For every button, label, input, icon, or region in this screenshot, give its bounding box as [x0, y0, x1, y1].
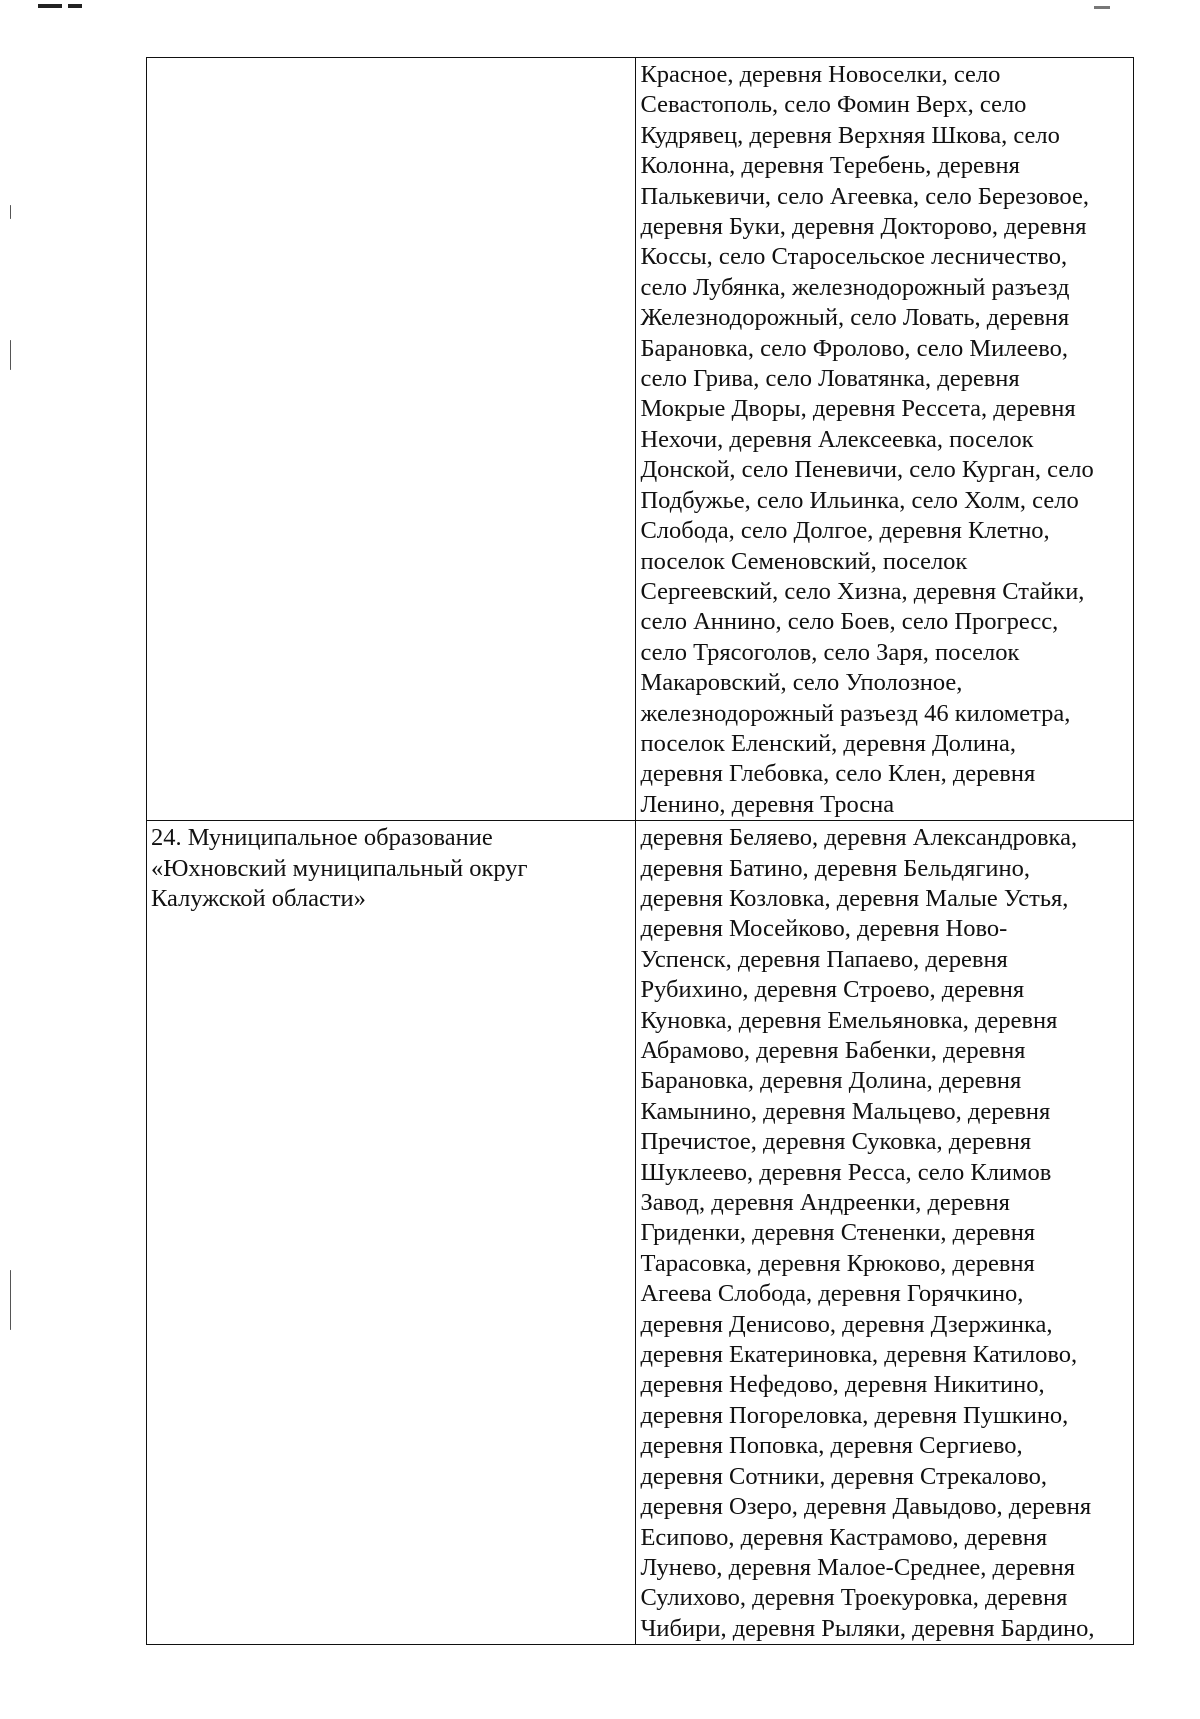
- text-line: село Лубянка, железнодорожный разъезд: [640, 273, 1070, 301]
- text-line: Кудрявец, деревня Верхняя Шкова, село: [640, 121, 1060, 149]
- text-line: Сулихово, деревня Троекуровка, деревня: [640, 1584, 1068, 1612]
- scan-artifact: [38, 4, 62, 8]
- text-line: деревня Глебовка, село Клен, деревня: [640, 760, 1036, 788]
- text-line: Лунево, деревня Малое-Среднее, деревня: [640, 1553, 1075, 1581]
- text-line: село Аннино, село Боев, село Прогресс,: [640, 608, 1059, 636]
- settlements-cell: [636, 821, 1134, 1645]
- settlements-list: [640, 60, 1129, 820]
- scan-artifact: [10, 340, 11, 370]
- scan-artifact: [10, 205, 11, 219]
- text-line: Коссы, село Старосельское лесничество,: [640, 243, 1068, 271]
- text-line: Нехочи, деревня Алексеевка, поселок: [640, 425, 1034, 453]
- text-line: поселок Семеновский, поселок: [640, 547, 968, 575]
- text-line: Камынино, деревня Мальцево, деревня: [640, 1097, 1051, 1125]
- text-line: Агеева Слобода, деревня Горячкино,: [640, 1280, 1024, 1308]
- table-row: [147, 58, 1134, 821]
- text-line: Ленино, деревня Тросна: [640, 790, 895, 818]
- text-line: Рубихино, деревня Строево, деревня: [640, 976, 1025, 1004]
- text-line: Пречистое, деревня Суковка, деревня: [640, 1128, 1032, 1156]
- text-line: деревня Екатериновка, деревня Катилово,: [640, 1341, 1078, 1369]
- text-line: село Трясоголов, село Заря, поселок: [640, 638, 1020, 666]
- text-line: Куновка, деревня Емельяновка, деревня: [640, 1006, 1058, 1034]
- scan-artifact: [10, 1270, 11, 1330]
- text-line: село Грива, село Ловатянка, деревня: [640, 365, 1020, 393]
- text-line: деревня Мосейково, деревня Ново-: [640, 915, 1008, 943]
- text-line: железнодорожный разъезд 46 километра,: [640, 699, 1071, 727]
- text-line: Абрамово, деревня Бабенки, деревня: [640, 1037, 1026, 1064]
- text-line: деревня Погореловка, деревня Пушкино,: [640, 1401, 1069, 1429]
- table-row: [147, 821, 1134, 1645]
- text-line: Успенск, деревня Папаево, деревня: [640, 945, 1008, 973]
- text-line: Палькевичи, село Агеевка, село Березовое,: [640, 182, 1089, 210]
- text-line: деревня Нефедово, деревня Никитино,: [640, 1371, 1045, 1399]
- text-line: Слобода, село Долгое, деревня Клетно,: [640, 517, 1050, 545]
- text-line: Завод, деревня Андреенки, деревня: [640, 1189, 1010, 1217]
- settlements-table: [146, 57, 1134, 1645]
- text-line: деревня Сотники, деревня Стрекалово,: [640, 1462, 1048, 1490]
- text-line: Севастополь, село Фомин Верх, село: [640, 91, 1027, 119]
- text-line: Тарасовка, деревня Крюково, деревня: [640, 1249, 1035, 1277]
- text-line: Сергеевский, село Хизна, деревня Стайки,: [640, 577, 1085, 605]
- text-line: Чибири, деревня Рыляки, деревня Бардино,: [640, 1614, 1095, 1642]
- text-line: Колонна, деревня Теребень, деревня: [640, 152, 1020, 180]
- settlements-list: [640, 823, 1129, 1644]
- settlements-cell: [636, 58, 1134, 821]
- text-line: Донской, село Пеневичи, село Курган, село: [640, 456, 1094, 484]
- text-line: деревня Озеро, деревня Давыдово, деревня: [640, 1493, 1092, 1521]
- text-line: Красное, деревня Новоселки, село: [640, 61, 1001, 88]
- municipality-name: [151, 823, 631, 914]
- text-line: «Юхновский муниципальный округ: [151, 854, 528, 882]
- text-line: Есипово, деревня Кастрамово, деревня: [640, 1523, 1048, 1551]
- text-line: Калужской области»: [151, 884, 366, 912]
- text-line: деревня Батино, деревня Бельдягино,: [640, 854, 1031, 882]
- text-line: деревня Денисово, деревня Дзержинка,: [640, 1310, 1053, 1338]
- text-line: Барановка, деревня Долина, деревня: [640, 1067, 1022, 1095]
- text-line: 24. Муниципальное образование: [151, 824, 493, 852]
- text-line: Барановка, село Фролово, село Милеево,: [640, 334, 1068, 362]
- text-line: Железнодорожный, село Ловать, деревня: [640, 304, 1070, 332]
- text-line: поселок Еленский, деревня Долина,: [640, 729, 1017, 757]
- text-line: Гриденки, деревня Стененки, деревня: [640, 1219, 1036, 1247]
- text-line: деревня Буки, деревня Докторово, деревня: [640, 213, 1087, 241]
- text-line: деревня Беляево, деревня Александровка,: [640, 824, 1078, 852]
- text-line: Макаровский, село Уполозное,: [640, 669, 963, 697]
- text-line: Мокрые Дворы, деревня Рессета, деревня: [640, 395, 1076, 423]
- scan-artifact: [1094, 6, 1110, 9]
- scan-artifact: [68, 4, 82, 8]
- municipality-cell: [147, 58, 636, 821]
- municipality-cell: [147, 821, 636, 1645]
- text-line: Шуклеево, деревня Ресса, село Климов: [640, 1158, 1052, 1186]
- text-line: деревня Поповка, деревня Сергиево,: [640, 1432, 1023, 1460]
- text-line: Подбужье, село Ильинка, село Холм, село: [640, 486, 1079, 514]
- text-line: деревня Козловка, деревня Малые Устья,: [640, 884, 1069, 912]
